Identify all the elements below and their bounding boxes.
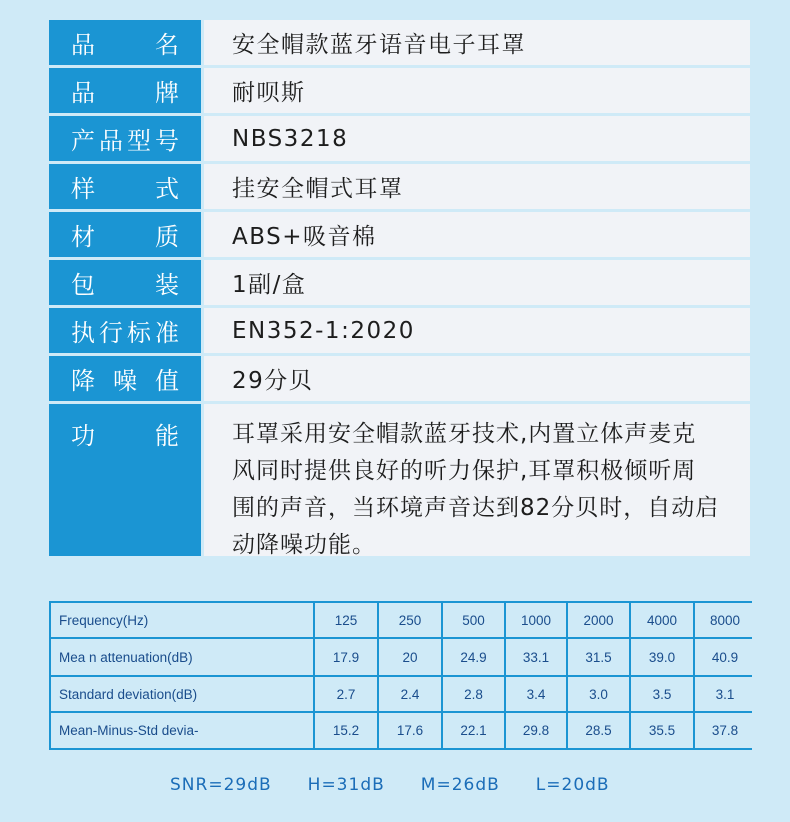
spec-row-product-name: [49, 20, 750, 65]
header-cell: 8000: [695, 603, 755, 637]
spec-value: 挂安全帽式耳罩: [204, 164, 750, 209]
header-cell: 250: [379, 603, 441, 637]
spec-table: [49, 20, 750, 556]
spec-row-noise-reduction: [49, 356, 750, 401]
snr-value: SNR=29dB: [170, 775, 272, 795]
label-char: 装: [155, 271, 181, 299]
table-cell: 31.5: [568, 639, 629, 675]
spec-value: 安全帽款蓝牙语音电子耳罩: [204, 20, 750, 65]
spec-row-material: [49, 212, 750, 257]
spec-label: [49, 308, 201, 353]
table-cell: 37.8: [695, 713, 755, 748]
spec-value: 1副/盒: [204, 260, 750, 305]
spec-value: NBS3218: [204, 116, 750, 161]
table-cell: 15.2: [315, 713, 377, 748]
table-cell: 39.0: [631, 639, 693, 675]
label-char: 牌: [155, 79, 181, 107]
spec-label: [49, 20, 201, 65]
spec-label: [49, 404, 201, 556]
rating-summary: [170, 775, 610, 795]
spec-value: EN352-1:2020: [204, 308, 750, 353]
label-char: 包: [71, 271, 97, 299]
spec-label: [49, 212, 201, 257]
spec-value: ABS+吸音棉: [204, 212, 750, 257]
spec-value: 29分贝: [204, 356, 750, 401]
table-cell: 3.4: [506, 677, 566, 711]
label-char: 样: [71, 175, 97, 203]
label-char: 材: [71, 223, 97, 251]
spec-row-style: [49, 164, 750, 209]
label-char: 噪: [113, 367, 139, 395]
label-char: 型: [127, 127, 153, 155]
spec-label: [49, 260, 201, 305]
label-char: 执: [71, 319, 97, 347]
label-char: 准: [155, 319, 181, 347]
l-value: L=20dB: [535, 775, 610, 795]
spec-label: [49, 68, 201, 113]
label-char: 行: [99, 319, 125, 347]
spec-row-model: [49, 116, 750, 161]
label-char: 功: [71, 422, 97, 450]
spec-label: [49, 164, 201, 209]
table-cell: 2.4: [379, 677, 441, 711]
table-cell: 40.9: [695, 639, 755, 675]
header-cell: 1000: [506, 603, 566, 637]
label-char: 质: [155, 223, 181, 251]
table-cell: 3.5: [631, 677, 693, 711]
table-cell: 33.1: [506, 639, 566, 675]
label-char: 标: [127, 319, 153, 347]
spec-row-packaging: [49, 260, 750, 305]
table-cell: 3.0: [568, 677, 629, 711]
spec-value: 耐呗斯: [204, 68, 750, 113]
header-cell: 500: [443, 603, 504, 637]
table-cell: 17.6: [379, 713, 441, 748]
header-cell: 125: [315, 603, 377, 637]
spec-label: [49, 116, 201, 161]
table-cell: 17.9: [315, 639, 377, 675]
label-char: 名: [155, 31, 181, 59]
spec-label: [49, 356, 201, 401]
spec-row-standard: [49, 308, 750, 353]
table-cell: 35.5: [631, 713, 693, 748]
table-cell: 20: [379, 639, 441, 675]
row-label-cell: Mea n attenuation(dB): [51, 639, 313, 675]
table-cell: 29.8: [506, 713, 566, 748]
header-cell: 2000: [568, 603, 629, 637]
m-value: M=26dB: [420, 775, 500, 795]
label-char: 式: [155, 175, 181, 203]
label-char: 品: [71, 31, 97, 59]
header-cell: 4000: [631, 603, 693, 637]
header-cell: Frequency(Hz): [51, 603, 313, 637]
row-label-cell: Mean-Minus-Std devia-: [51, 713, 313, 748]
label-char: 能: [155, 422, 181, 450]
table-cell: 28.5: [568, 713, 629, 748]
label-char: 品: [99, 127, 125, 155]
row-label-cell: Standard deviation(dB): [51, 677, 313, 711]
table-cell: 3.1: [695, 677, 755, 711]
attenuation-table: [49, 601, 752, 750]
table-cell: 2.7: [315, 677, 377, 711]
h-value: H=31dB: [307, 775, 385, 795]
spec-row-brand: [49, 68, 750, 113]
label-char: 产: [71, 127, 97, 155]
table-cell: 2.8: [443, 677, 504, 711]
label-char: 降: [71, 367, 97, 395]
label-char: 品: [71, 79, 97, 107]
spec-row-function: [49, 404, 750, 556]
table-cell: 24.9: [443, 639, 504, 675]
label-char: 号: [155, 127, 181, 155]
spec-value: 耳罩采用安全帽款蓝牙技术,内置立体声麦克风同时提供良好的听力保护,耳罩积极倾听周围的声音，当环境声音达到82分贝时，自动启动降噪功能。: [204, 404, 750, 556]
table-cell: 22.1: [443, 713, 504, 748]
label-char: 值: [155, 367, 181, 395]
